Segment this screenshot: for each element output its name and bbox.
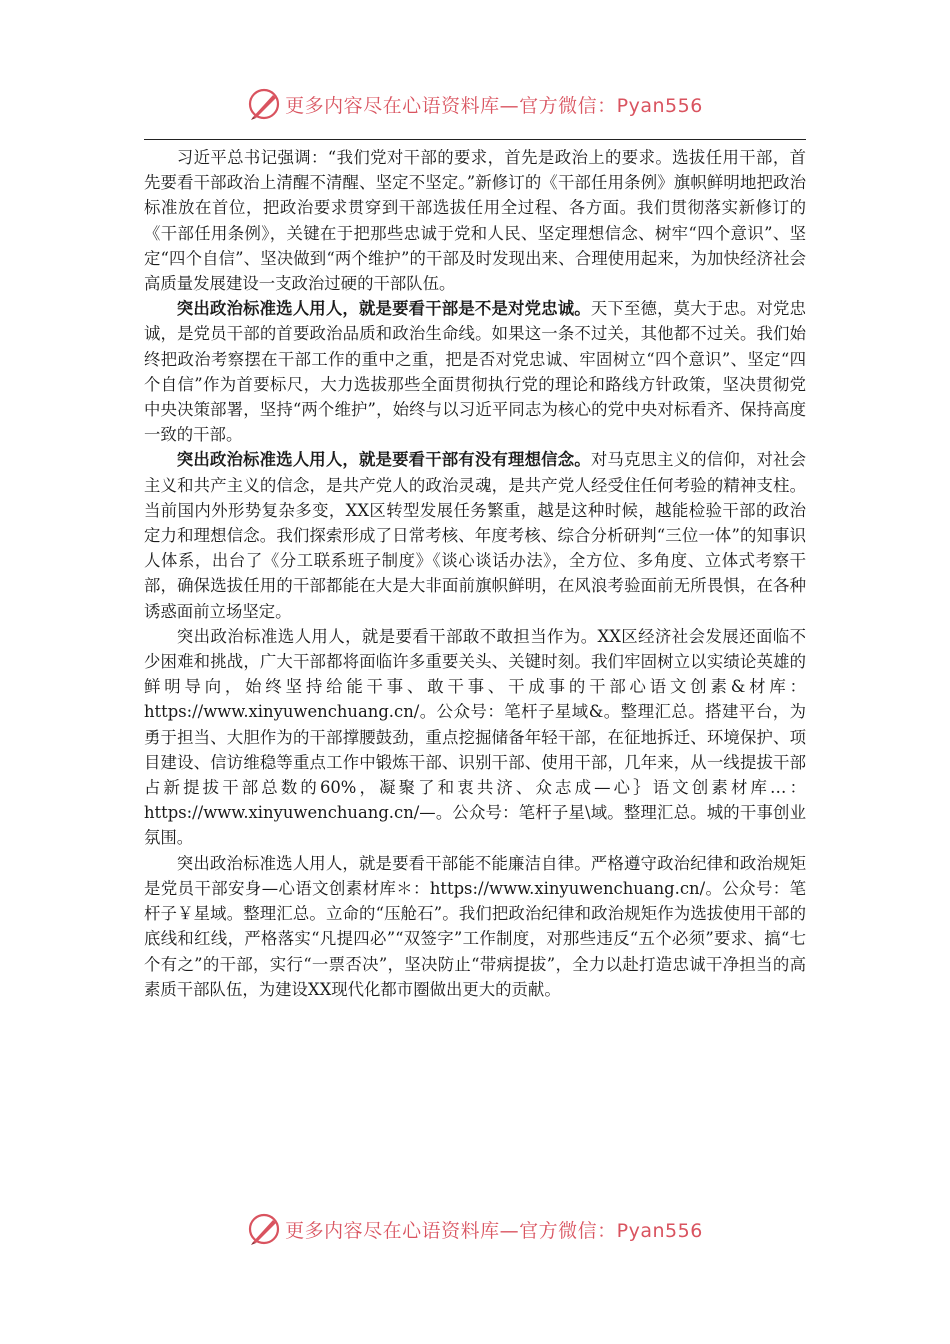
article-body: [144, 145, 806, 1002]
paragraph-loyalty: [144, 296, 806, 447]
paragraph-loyalty-text: 天下至德，莫大于忠。对党忠诚，是党员干部的首要政治品质和政治生命线。如果这一条不过关，其他都不过关。我们始终把政治考察摆在干部工作的重中之重，把是否对党忠诚、牢固树立“四个意识”、坚定“四个自信”作为首要标尺，大力选拔那些全面贯彻执行党的理论和路线方针政策，坚决贯彻党中央决策部署，坚持“两个维护”，始终与以习近平同志为核心的党中央对标看齐、保持高度一致的干部。: [144, 299, 806, 445]
pen-logo-icon: [247, 87, 281, 121]
header-divider: [144, 139, 806, 140]
pen-logo-icon: [247, 1212, 281, 1246]
paragraph-intro: 习近平总书记强调：“我们党对干部的要求，首先是政治上的要求。选拔任用干部，首先要看干部政治上清醒不清醒、坚定不坚定。”新修订的《干部任用条例》旗帜鲜明地把政治标准放在首位，把政治要求贯穿到干部选拔任用全过程、各方面。我们贯彻落实新修订的《干部任用条例》，关键在于把那些忠诚于党和人民、坚定理想信念、树牢“四个意识”、坚定“四个自信”、坚决做到“两个维护”的干部及时发现出来、合理使用起来，为加快经济社会高质量发展建设一支政治过硬的干部队伍。: [144, 148, 806, 294]
footer-banner: [0, 1209, 950, 1249]
header-banner-text: 更多内容尽在心语资料库—官方微信：Pyan556: [285, 94, 703, 117]
paragraph-ideals-text: 对马克思主义的信仰，对社会主义和共产主义的信念，是共产党人的政治灵魂，是共产党人经受住任何考验的精神支柱。当前国内外形势复杂多变，XX区转型发展任务繁重，越是这种时候，越能检验干部的政治定力和理想信念。我们探索形成了日常考核、年度考核、综合分析研判“三位一体”的知事识人体系，出台了《分工联系班子制度》《谈心谈话办法》，全方位、多角度、立体式考察干部，确保选拔任用的干部都能在大是大非面前旗帜鲜明，在风浪考验面前无所畏惧，在各种诱惑面前立场坚定。: [144, 450, 806, 621]
footer-banner-text: 更多内容尽在心语资料库—官方微信：Pyan556: [285, 1219, 703, 1242]
paragraph-integrity: 突出政治标准选人用人，就是要看干部能不能廉洁自律。严格遵守政治纪律和政治规矩是党员干部安身—心语文创素材库＊：https://www.xinyuwenchuang.cn/。公众号：笔杆子￥星域。整理汇总。立命的“压舱石”。我们把政治纪律和政治规矩作为选拔使用干部的底线和红线，严格落实“凡提四必”“双签字”工作制度，对那些违反“五个必须”要求、搞“七个有之”的干部，实行“一票否决”，坚决防止“带病提拔”，全力以赴打造忠诚干净担当的高素质干部队伍，为建设XX现代化都市圈做出更大的贡献。: [144, 853, 806, 999]
paragraph-loyalty-heading: 突出政治标准选人用人，就是要看干部是不是对党忠诚。: [176, 299, 591, 319]
header-banner: [0, 84, 950, 124]
paragraph-ideals: [144, 447, 806, 623]
paragraph-responsibility: 突出政治标准选人用人，就是要看干部敢不敢担当作为。XX区经济社会发展还面临不少困难和挑战，广大干部都将面临许多重要关头、关键时刻。我们牢固树立以实绩论英雄的鲜明导向，始终坚持给能干事、敢干事、干成事的干部心语文创素&材库：https://www.xinyuwenchuang.cn/。公众号：笔杆子星域&。整理汇总。搭建平台，为勇于担当、大胆作为的干部撑腰鼓劲，重点挖掘储备年轻干部，在征地拆迁、环境保护、项目建设、信访维稳等重点工作中锻炼干部、识别干部、使用干部，几年来，从一线提拔干部占新提拔干部总数的60%，凝聚了和衷共济、众志成—心｝语文创素材库…：https://www.xinyuwenchuang.cn/—。公众号：笔杆子星\域。整理汇总。城的干事创业氛围。: [144, 626, 806, 848]
paragraph-ideals-heading: 突出政治标准选人用人，就是要看干部有没有理想信念。: [176, 450, 591, 470]
